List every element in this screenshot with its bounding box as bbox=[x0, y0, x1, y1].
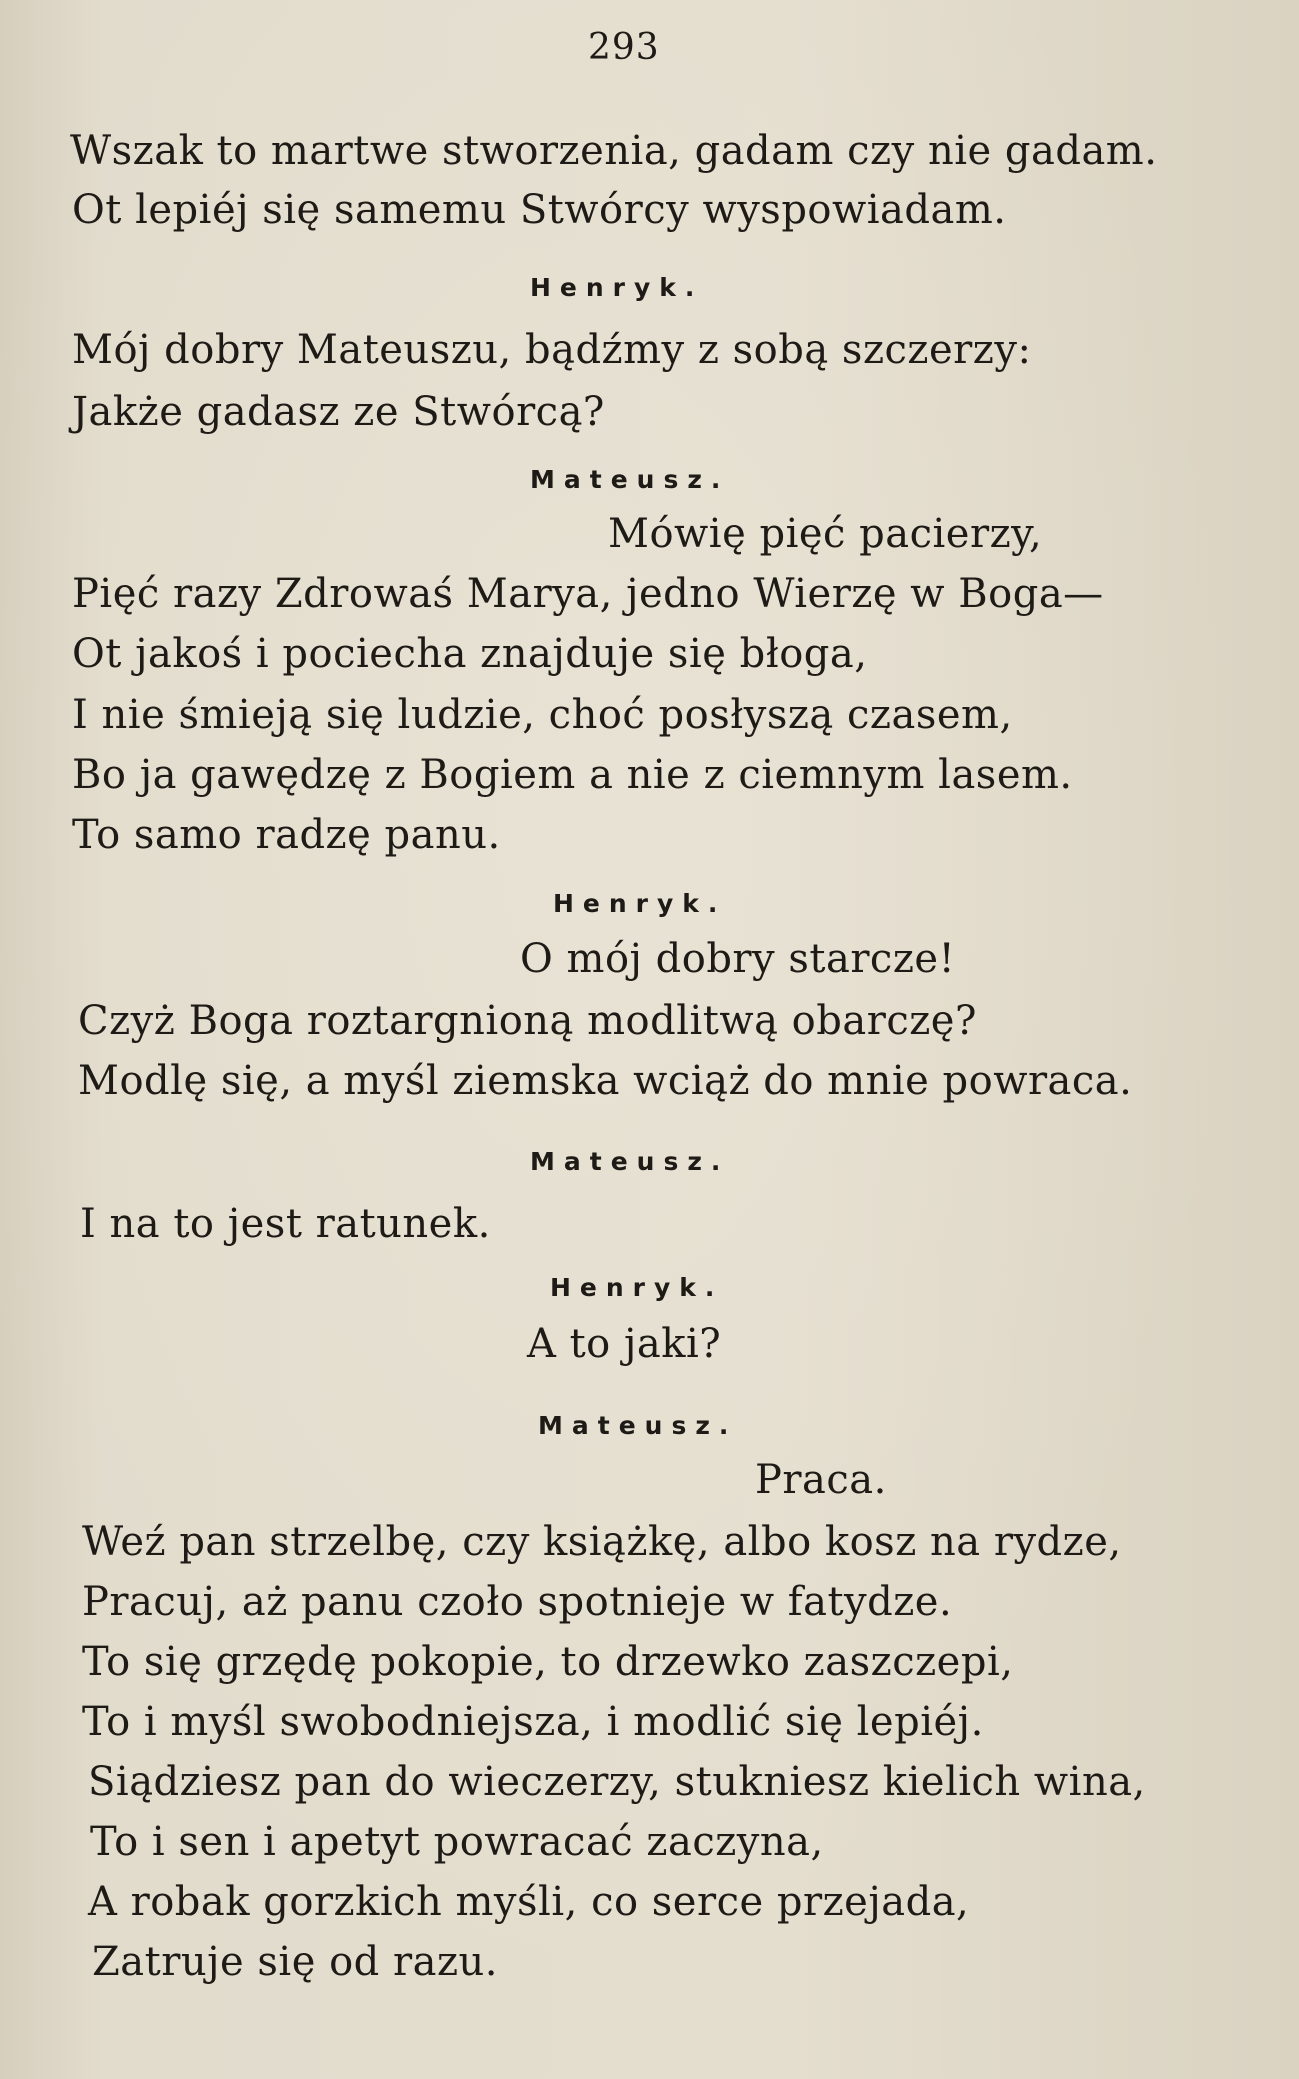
verse-line: I na to jest ratunek. bbox=[80, 1201, 491, 1247]
verse-line: To samo radzę panu. bbox=[72, 812, 501, 858]
speaker-name: Henryk. bbox=[530, 273, 704, 302]
verse-line: Czyż Boga roztargnioną modlitwą obarczę? bbox=[78, 998, 977, 1044]
verse-line: Zatruje się od razu. bbox=[92, 1939, 499, 1985]
verse-line: Pracuj, aż panu czoło spotnieje w fatydze. bbox=[82, 1579, 953, 1625]
verse-line: O mój dobry starcze! bbox=[520, 936, 956, 982]
verse-line: To się grzędę pokopie, to drzewko zaszczepi, bbox=[82, 1639, 1014, 1685]
verse-line: Jakże gadasz ze Stwórcą? bbox=[72, 389, 605, 435]
verse-line: Weź pan strzelbę, czy książkę, albo kosz na rydze, bbox=[82, 1519, 1122, 1565]
verse-line: Bo ja gawędzę z Bogiem a nie z ciemnym lasem. bbox=[72, 752, 1073, 798]
verse-line: A robak gorzkich myśli, co serce przejada, bbox=[88, 1879, 970, 1925]
verse-line: A to jaki? bbox=[527, 1321, 722, 1367]
speaker-name: Henryk. bbox=[550, 1273, 724, 1302]
verse-line: To i myśl swobodniejsza, i modlić się lepiéj. bbox=[82, 1699, 984, 1745]
speaker-name: Mateusz. bbox=[530, 465, 730, 494]
verse-line: Ot lepiéj się samemu Stwórcy wyspowiadam. bbox=[72, 187, 1007, 233]
verse-line: Modlę się, a myśl ziemska wciąż do mnie powraca. bbox=[78, 1058, 1133, 1104]
verse-line: Ot jakoś i pociecha znajduje się błoga, bbox=[72, 631, 868, 677]
speaker-name: Henryk. bbox=[553, 889, 727, 918]
verse-line: Wszak to martwe stworzenia, gadam czy nie gadam. bbox=[70, 128, 1158, 174]
verse-line: Pięć razy Zdrowaś Marya, jedno Wierzę w Boga— bbox=[72, 571, 1104, 617]
speaker-name: Mateusz. bbox=[530, 1147, 730, 1176]
verse-line: I nie śmieją się ludzie, choć posłyszą czasem, bbox=[72, 692, 1013, 738]
verse-line: Mój dobry Mateuszu, bądźmy z sobą szczerzy: bbox=[72, 327, 1032, 373]
verse-line: To i sen i apetyt powracać zaczyna, bbox=[90, 1819, 824, 1865]
page-number: 293 bbox=[588, 27, 660, 68]
verse-line: Mówię pięć pacierzy, bbox=[608, 511, 1043, 557]
speaker-name: Mateusz. bbox=[538, 1411, 738, 1440]
verse-line: Siądziesz pan do wieczerzy, stukniesz kielich wina, bbox=[88, 1759, 1146, 1805]
verse-line: Praca. bbox=[755, 1457, 887, 1503]
